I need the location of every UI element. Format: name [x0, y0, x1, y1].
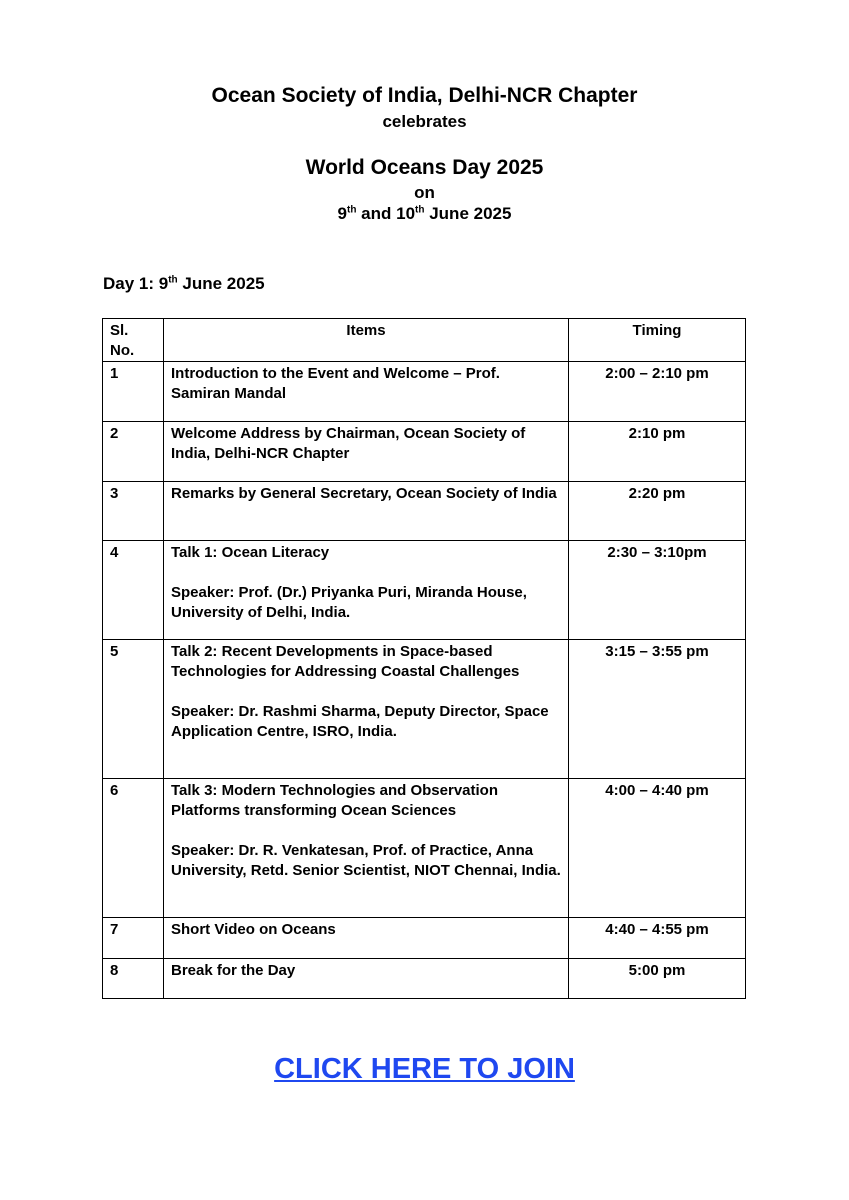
row-item: Talk 2: Recent Developments in Space-based Technologies for Addressing Coastal Challenges: [171, 643, 520, 680]
row-item: Talk 1: Ocean Literacy: [171, 544, 330, 561]
table-row: [103, 541, 746, 640]
date-day2-suffix: th: [415, 204, 425, 216]
row-timing: 4:40 – 4:55 pm: [569, 918, 746, 959]
table-row: [103, 640, 746, 779]
organization-title: Ocean Society of India, Delhi-NCR Chapter: [211, 84, 638, 107]
join-link[interactable]: CLICK HERE TO JOIN: [274, 1053, 575, 1085]
row-item-cell: [164, 362, 569, 422]
table-row: [103, 482, 746, 541]
table-row: [103, 918, 746, 959]
celebrates-text: celebrates: [382, 112, 467, 131]
row-item: Short Video on Oceans: [171, 921, 336, 938]
row-item-cell: [164, 959, 569, 999]
row-number: 4: [103, 541, 164, 640]
day-heading: [103, 274, 265, 294]
table-row: [103, 779, 746, 918]
date-day2: 10: [396, 204, 416, 223]
table-row: [103, 959, 746, 999]
schedule-body: [103, 362, 746, 999]
row-timing: 2:30 – 3:10pm: [569, 541, 746, 640]
row-number: 6: [103, 779, 164, 918]
date-and: and: [356, 204, 397, 223]
event-dates: [0, 204, 849, 224]
row-item: Introduction to the Event and Welcome – Prof. Samiran Mandal: [171, 365, 500, 402]
row-number: 2: [103, 422, 164, 482]
row-item-cell: [164, 640, 569, 779]
date-day1-suffix: th: [347, 204, 357, 216]
day-suffix: th: [168, 274, 178, 286]
table-header-row: [103, 319, 746, 362]
row-timing: 2:00 – 2:10 pm: [569, 362, 746, 422]
row-item: Break for the Day: [171, 962, 296, 979]
row-number: 3: [103, 482, 164, 541]
day-num: 9: [158, 274, 169, 293]
row-item-cell: [164, 541, 569, 640]
header-timing: Timing: [569, 319, 746, 362]
table-row: [103, 422, 746, 482]
schedule-table: [102, 318, 746, 999]
row-number: 5: [103, 640, 164, 779]
row-timing: 3:15 – 3:55 pm: [569, 640, 746, 779]
date-rest: June 2025: [424, 204, 512, 223]
row-speaker: Speaker: Prof. (Dr.) Priyanka Puri, Miranda House, University of Delhi, India.: [171, 584, 527, 621]
row-timing: 2:10 pm: [569, 422, 746, 482]
row-timing: 4:00 – 4:40 pm: [569, 779, 746, 918]
header-items: Items: [164, 319, 569, 362]
row-item: Remarks by General Secretary, Ocean Society of India: [171, 485, 557, 502]
day-prefix: Day 1:: [103, 274, 159, 293]
row-number: 7: [103, 918, 164, 959]
row-speaker: Speaker: Dr. Rashmi Sharma, Deputy Director, Space Application Centre, ISRO, India.: [171, 703, 549, 740]
header-sl-no: Sl. No.: [103, 319, 164, 362]
row-number: 8: [103, 959, 164, 999]
date-day1: 9: [337, 204, 347, 223]
row-item-cell: [164, 422, 569, 482]
join-link-container: [0, 1053, 849, 1086]
on-text: on: [414, 183, 435, 202]
row-speaker: Speaker: Dr. R. Venkatesan, Prof. of Practice, Anna University, Retd. Senior Scientist, NIOT Chennai, India.: [171, 842, 561, 879]
row-number: 1: [103, 362, 164, 422]
row-item-cell: [164, 918, 569, 959]
day-rest: June 2025: [177, 274, 265, 293]
row-item-cell: [164, 779, 569, 918]
row-timing: 5:00 pm: [569, 959, 746, 999]
row-item: Talk 3: Modern Technologies and Observation Platforms transforming Ocean Sciences: [171, 782, 498, 819]
table-row: [103, 362, 746, 422]
row-timing: 2:20 pm: [569, 482, 746, 541]
row-item: Welcome Address by Chairman, Ocean Society of India, Delhi-NCR Chapter: [171, 425, 526, 462]
event-title: World Oceans Day 2025: [305, 156, 544, 179]
row-item-cell: [164, 482, 569, 541]
